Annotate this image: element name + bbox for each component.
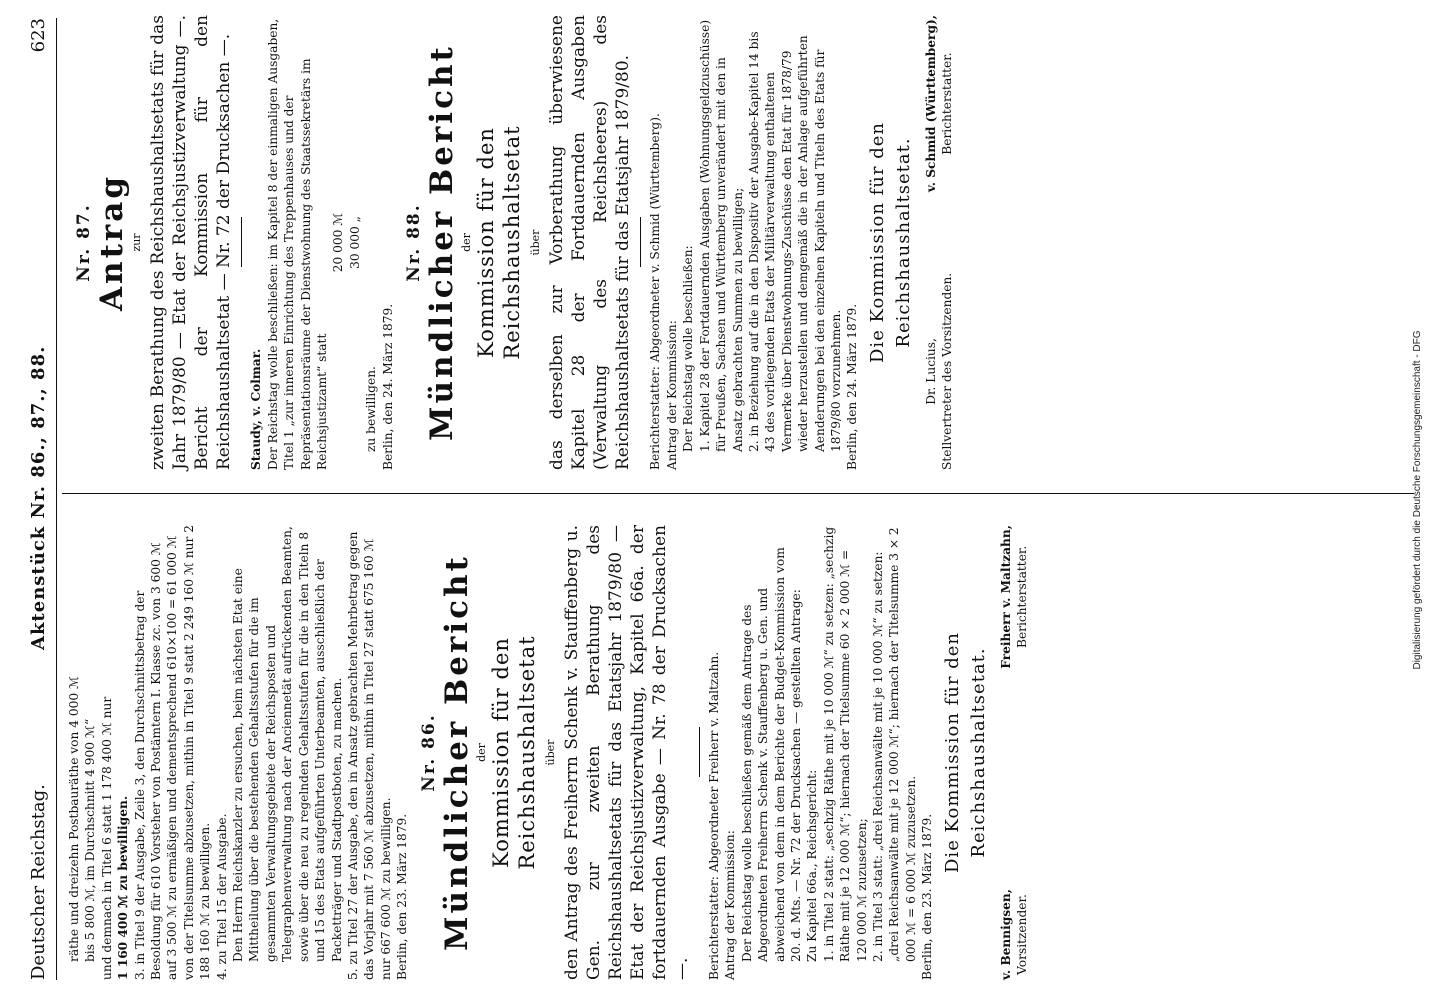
section-title-87: Antrag — [94, 174, 131, 312]
section-number-86: Nr. 86. — [418, 713, 439, 792]
der-label-88: der — [460, 233, 474, 252]
motion-label-86: Antrag der Kommission: — [723, 830, 738, 980]
header-left: Deutscher Reichstag. — [28, 784, 49, 980]
right-column — [66, 15, 956, 470]
continued-line-4: 1 160 400 ℳ zu bewilligen. — [116, 795, 131, 980]
signer-chair-role-88: Stellvertreter des Vorsitzenden. — [940, 272, 955, 470]
reporter-88: Berichterstatter: Abgeordneter v. Schmid (Württemberg). — [648, 113, 663, 470]
section-number-88: Nr. 88. — [404, 203, 425, 282]
digitization-note — [1412, 20, 1432, 980]
signer-reporter-88: v. Schmid (Württemberg), — [923, 15, 938, 193]
signer-reporter-86: Freiherr v. Maltzahn, — [998, 525, 1013, 669]
signer-chair-88: Dr. Lucius, — [923, 338, 938, 405]
motion-label-88: Antrag der Kommission: — [664, 320, 679, 470]
bewilligen-87: zu bewilligen. — [364, 366, 379, 452]
short-rule-87 — [241, 218, 242, 268]
lead-86: den Antrag des Freiherrn Schenk v. Stauffenberg u. Gen. zur zweiten Berathung des Reichshaushaltsetats für das Etatsjahr 1879/80 — Etat der Reichsjustizverwaltung, Kapitel 66a. der fortdauernden Ausgabe — Nr. 78 der Drucksachen —. — [561, 525, 692, 980]
page-number: 623 — [28, 18, 49, 53]
signatures-86 — [998, 525, 1031, 980]
section-title-86: Mündlicher Bericht — [438, 554, 475, 951]
date-2: Berlin, den 23. März 1879. — [920, 813, 935, 980]
point-2-88: 2. in Beziehung auf die in den Dispositiv der Ausgabe-Kapitel 14 bis 43 des vorliegenden Etats der Militärverwaltung enthaltenen Vermerke über Dienstwohnungs-Zuschüsse den Etat für 1878/79 wieder herzustellen und demgemäß die in der Anlage aufgeführten Aenderungen bei den einzelnen Kapiteln und Titeln des Etats für 1879/80 vorzunehmen. — [746, 31, 843, 452]
signatures-88 — [923, 15, 956, 470]
signer-reporter-role-88: Berichterstatter. — [940, 52, 955, 155]
item-4: 4. zu Titel 15 der Ausgabe. — [214, 813, 229, 980]
commission-title-88: Kommission für den Reichshaushaltsetat — [474, 125, 525, 360]
short-rule-88 — [640, 218, 641, 268]
amount-2: 30 000 „ — [347, 216, 362, 269]
body-86: Der Reichstag wolle beschließen gemäß dem Antrage des Abgeordneten Freiherrn Schenk v. Stauffenberg u. Gen. und abweichend von dem in dem Berichte der Budget-Kommission vom 20. d. Mts. — Nr. 72 der Drucksachen — gestellten Antrage: — [739, 547, 803, 962]
commission-signature-86: Die Kommission für den Reichshaushaltsetat. — [941, 632, 989, 873]
der-label: der — [474, 743, 488, 762]
date-1: Berlin, den 23. März 1879. — [395, 813, 410, 980]
item-5: 5. zu Titel 27 der Ausgabe, den in Ansatz gebrachten Mehrbetrag gegen das Vorjahr mit 7 560 ℳ abzusetzen, mithin in Titel 27 statt 675 160 ℳ nur 667 600 ℳ zu bewilligen. — [345, 531, 393, 980]
header-center: Aktenstück Nr. 86., 87., 88. — [28, 345, 49, 650]
point-2-86: 2. in Titel 3 statt: „drei Reichsanwälte mit je 10 000 ℳ“ zu setzen: „drei Reichsanwälte mit je 12 000 ℳ“; hiernach der Titelsumme 3 × 2 000 ℳ = 6 000 ℳ zuzusetzen. — [871, 527, 918, 962]
ueber-label-88: über — [529, 229, 543, 256]
short-rule — [699, 728, 700, 778]
signer-chair-86: v. Bennigsen, — [998, 889, 1013, 980]
page-header — [28, 18, 57, 980]
commission-signature-88: Die Kommission für den Reichshaushaltsetat. — [866, 122, 914, 363]
zur-label: zur — [130, 233, 144, 252]
point-1-88: 1. Kapitel 28 der Fortdauernden Ausgaben (Wohnungsgeldzuschüsse) für Preußen, Sachsen und Württemberg unverändert mit den in Ansatz gebrachten Summen zu bewilligen; — [697, 19, 745, 452]
date-4: Berlin, den 24. März 1879. — [845, 303, 860, 470]
amount-1: 20 000 ℳ — [331, 212, 346, 273]
lead-88: das derselben zur Vorberathung überwiesene Kapitel 28 der Fortdauernden Ausgaben (Verwaltung des Reichsheeres) des Reichshaushaltsetats für das Etatsjahr 1879/80. — [547, 15, 634, 470]
chapter-66a: Zu Kapitel 66a., Reichsgericht: — [805, 769, 820, 962]
ueber-label: über — [543, 739, 557, 766]
section-title-88: Mündlicher Bericht — [424, 44, 461, 441]
signer-chair-role-86: Vorsitzender. — [1015, 894, 1030, 975]
body-88: Der Reichstag wolle beschließen: — [681, 245, 696, 452]
continued-line-2: bis 5 800 ℳ, im Durchschnitt 4 900 ℳ“ — [83, 718, 98, 962]
reporter-86: Berichterstatter: Abgeordneter Freiherr v. Maltzahn. — [706, 651, 721, 980]
continued-line-3: und demnach in Titel 6 statt 1 178 400 ℳ nur — [99, 696, 114, 980]
point-1-86: 1. in Titel 2 statt: „sechzig Räthe mit je 10 000 ℳ“ zu setzen: „sechzig Räthe mit je 12 000 ℳ“; hiernach der Titelsumme 60 × 2 000 ℳ = 120 000 ℳ zuzusetzen; — [821, 526, 869, 962]
left-column — [66, 525, 1030, 980]
proposal-text-87: Der Reichstag wolle beschließen: im Kapitel 8 der einmaligen Ausgaben, Titel 1 „zur inneren Einrichtung des Treppenhauses und der Repräsentationsräume der Dienstwohnung des Staatssekretärs im Reichsjustizamt“ statt — [265, 18, 330, 470]
commission-title-86: Kommission für den Reichshaushaltsetat — [488, 635, 539, 870]
item-3: 3. in Titel 9 der Ausgabe, Zeile 3, den Durchschnittsbetrag der Besoldung für 610 Vorsteher von Postämtern I. Klasse zc. von 3 600 ℳ auf 3 500 ℳ zu ermäßigen und dementsprechend 610×100 = 61 000 ℳ von der Titelsumme abzusetzen, mithin in Titel 9 statt 2 249 160 ℳ nur 2 188 160 ℳ zu bewilligen. — [132, 525, 213, 980]
continued-line-1: räthe und dreizehn Postbauräthe von 4 000 ℳ — [67, 675, 81, 962]
lead-87: zweiten Berathung des Reichshaushaltsetats für das Jahr 1879/80 — Etat der Reichsjustizverwaltung —. Bericht der Kommission für den Reichshaushaltsetat — Nr. 72 der Drucksachen —. — [148, 15, 235, 470]
dfg-credit: Digitalisierung gefördert durch die Deutsche Forschungsgemeinschaft - DFG — [1412, 330, 1423, 670]
column-divider — [62, 493, 1414, 494]
proposer-87: Staudy, v. Colmar. — [249, 348, 264, 470]
signer-reporter-role-86: Berichterstatter. — [1015, 545, 1030, 649]
section-number-87: Nr. 87. — [74, 203, 94, 282]
item-4-text: Den Herrn Reichskanzler zu ersuchen, beim nächsten Etat eine Mittheilung über die bestehenden Gehaltsstufen für die im gesammten Verwaltungsgebiete der Reichsposten und Telegraphenverwaltung nach der Anciennetät aufrückenden Beamten, sowie über die neu zu regelnden Gehaltsstufen für die in den Titeln 8 und 15 des Etats aufgeführten Unterbeamten, ausschließlich der Packetträger und Stadtpostboten, zu machen. — [231, 526, 344, 962]
date-3: Berlin, den 24. März 1879. — [380, 303, 395, 470]
